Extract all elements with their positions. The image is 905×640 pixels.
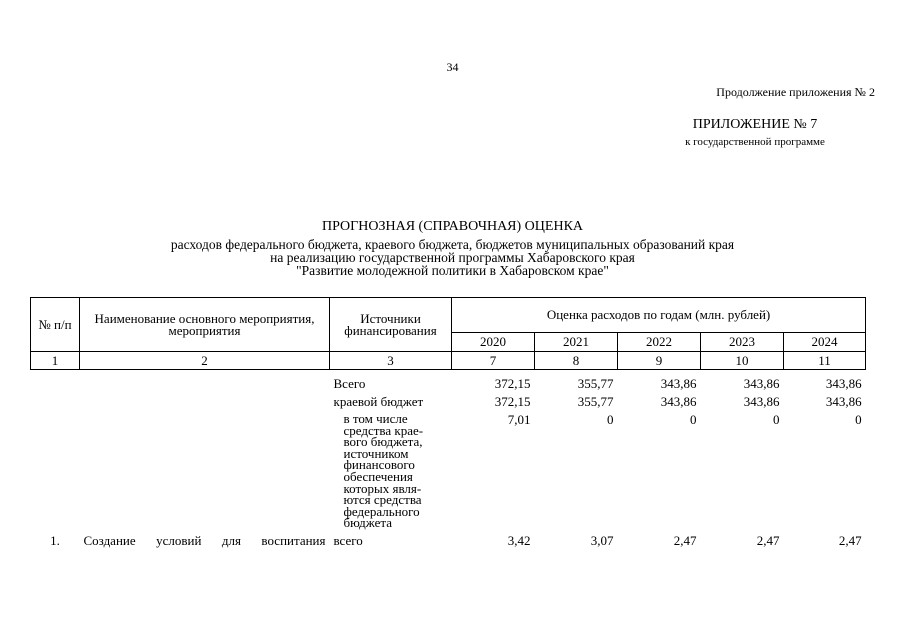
row-value: 0 <box>690 412 697 427</box>
header-year: 2022 <box>618 333 701 352</box>
row-value: 3,07 <box>590 532 614 548</box>
source-line: ются средства <box>343 492 422 508</box>
row-value: 7,01 <box>507 412 531 427</box>
row-value: 372,15 <box>494 376 531 391</box>
row-value: 355,77 <box>577 376 614 391</box>
row-source <box>330 410 452 531</box>
row-value: 343,86 <box>825 394 862 409</box>
row-name <box>80 374 330 392</box>
subtitle-line: расходов федерального бюджета, краевого бюджета, бюджетов муниципальных образований края <box>170 237 735 252</box>
column-number: 8 <box>535 352 618 370</box>
table-row <box>31 531 866 549</box>
document-subtitle <box>0 238 905 277</box>
row-value: 372,15 <box>494 394 531 409</box>
appendix-subtitle: к государственной программе <box>685 136 825 148</box>
row-value: 0 <box>607 412 614 427</box>
row-num <box>31 410 80 531</box>
row-num <box>31 392 80 410</box>
column-number: 2 <box>80 352 330 370</box>
row-name <box>80 392 330 410</box>
column-number: 9 <box>618 352 701 370</box>
row-num <box>31 374 80 392</box>
header-estimate: Оценка расходов по годам (млн. рублей) <box>452 298 866 333</box>
source-line: вого бюджета, <box>343 434 423 450</box>
source-line: федерального <box>343 503 420 519</box>
row-value: 343,86 <box>825 376 862 391</box>
page-number: 34 <box>446 60 459 74</box>
table-row <box>31 410 866 531</box>
row-source: всего <box>333 532 363 548</box>
row-value: 343,86 <box>743 394 780 409</box>
column-number: 11 <box>784 352 866 370</box>
row-name: Создание условий для воспитания <box>83 532 326 548</box>
row-value: 355,77 <box>577 394 614 409</box>
source-line: финансового <box>343 457 415 473</box>
source-line: в том числе <box>343 411 408 426</box>
header-num: № п/п <box>31 298 80 352</box>
subtitle-line: на реализацию государственной программы Хабаровского края <box>270 250 635 265</box>
row-value: 0 <box>773 412 780 427</box>
row-value: 2,47 <box>838 532 862 548</box>
row-name <box>80 410 330 531</box>
header-year: 2023 <box>701 333 784 352</box>
row-value: 343,86 <box>660 376 697 391</box>
source-line: источником <box>343 445 409 461</box>
row-value: 343,86 <box>660 394 697 409</box>
row-source: Всего <box>333 376 366 391</box>
header-year: 2024 <box>784 333 866 352</box>
row-value: 2,47 <box>673 532 697 548</box>
header-source: Источники финансирования <box>330 298 452 352</box>
row-value: 2,47 <box>756 532 780 548</box>
row-value: 3,42 <box>507 532 531 548</box>
continuation-note: Продолжение приложения № 2 <box>716 85 875 99</box>
header-name: Наименование основного мероприятия, мероприятия <box>80 298 330 352</box>
header-year: 2020 <box>452 333 535 352</box>
table-row <box>31 392 866 410</box>
row-value: 343,86 <box>743 376 780 391</box>
column-number: 10 <box>701 352 784 370</box>
source-line: обеспечения <box>343 468 413 484</box>
column-number-row <box>31 352 866 370</box>
column-number: 1 <box>31 352 80 370</box>
subtitle-line: "Развитие молодежной политики в Хабаровском крае" <box>296 263 609 278</box>
document-title: ПРОГНОЗНАЯ (СПРАВОЧНАЯ) ОЦЕНКА <box>321 219 584 234</box>
header-year: 2021 <box>535 333 618 352</box>
row-source: краевой бюджет <box>333 394 424 409</box>
budget-table <box>30 297 866 549</box>
column-number: 3 <box>330 352 452 370</box>
table-row <box>31 374 866 392</box>
column-number: 7 <box>452 352 535 370</box>
row-num: 1. <box>50 532 60 548</box>
source-line: средства крае- <box>343 422 424 438</box>
row-value: 0 <box>855 412 862 427</box>
source-line: которых явля- <box>343 480 422 496</box>
source-line: бюджета <box>343 515 392 531</box>
appendix-title: ПРИЛОЖЕНИЕ № 7 <box>692 117 818 132</box>
